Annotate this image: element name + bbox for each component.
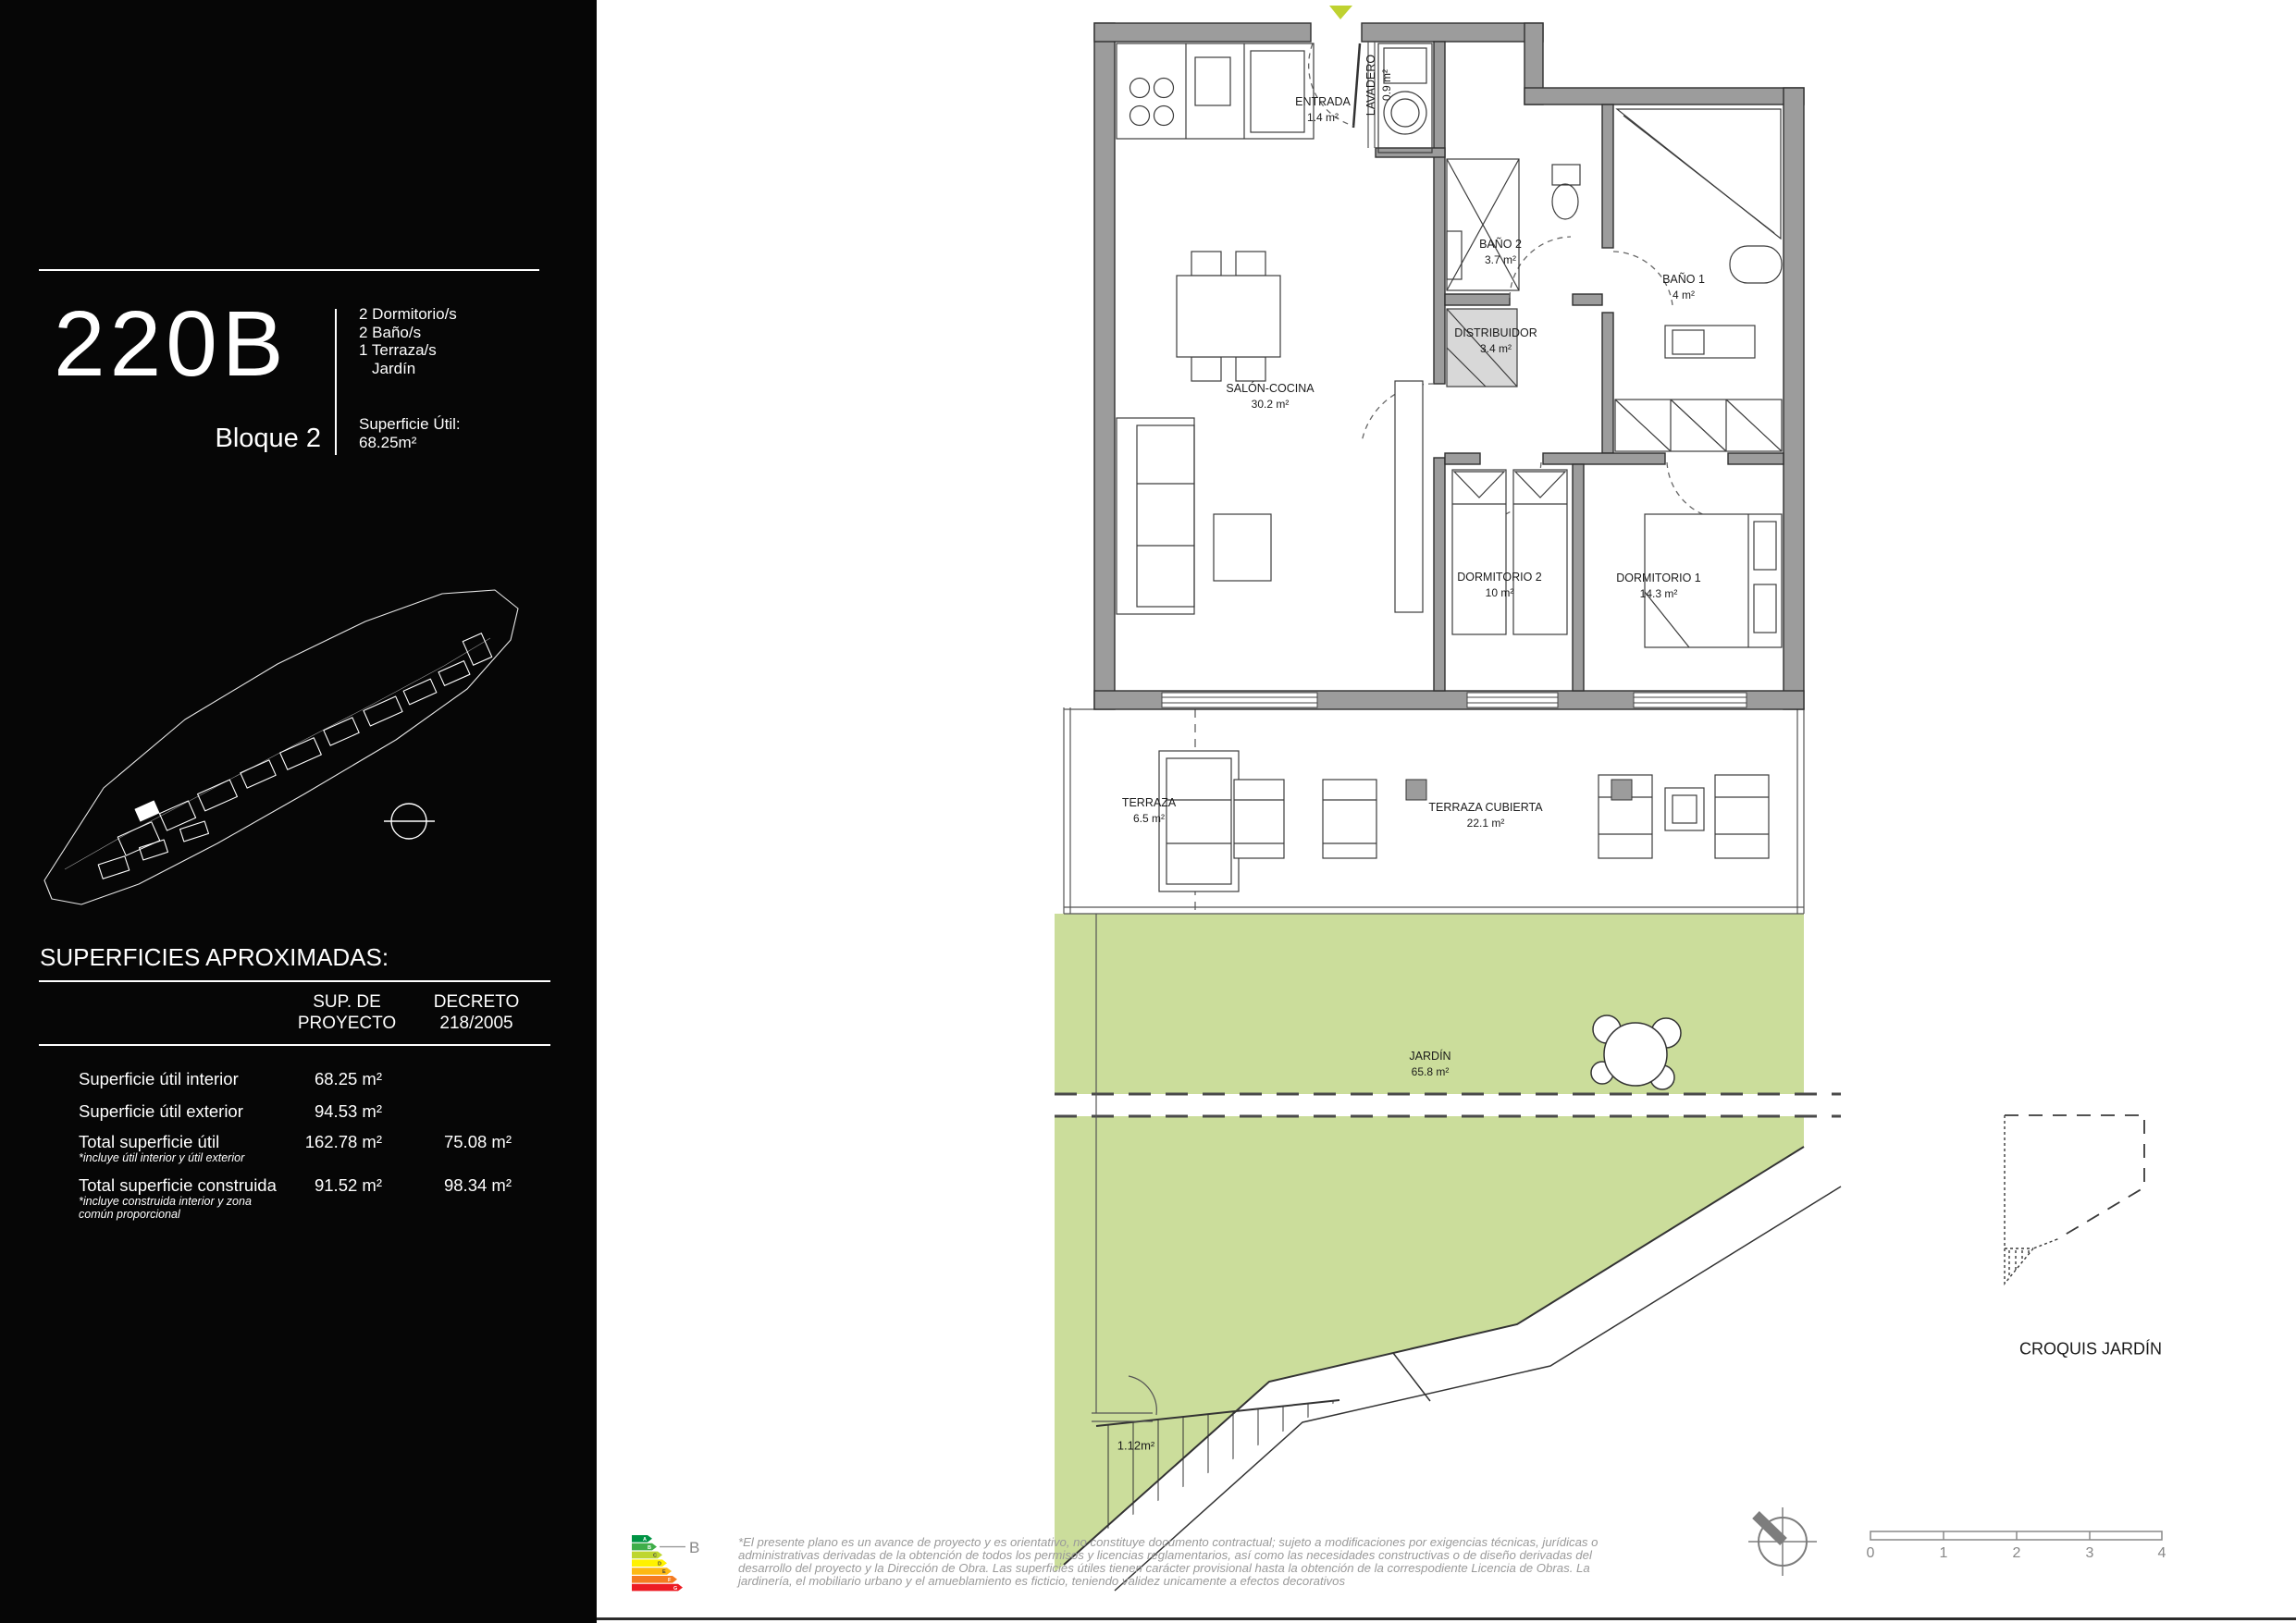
site-boundary	[44, 590, 518, 904]
svg-text:1: 1	[1939, 1545, 1948, 1561]
table-row-label: Total superficie construida	[79, 1175, 277, 1195]
living-furniture	[1117, 381, 1423, 614]
svg-text:2: 2	[2012, 1545, 2021, 1561]
orientation-marker-icon	[1329, 6, 1352, 19]
energy-rating-icon	[632, 1535, 699, 1592]
column-header-decreto: DECRETO 218/2005	[433, 992, 520, 1033]
kitchen-furniture	[1117, 43, 1314, 139]
dining-furniture	[1177, 252, 1280, 381]
svg-text:3: 3	[2085, 1545, 2094, 1561]
room-label-terraza-cubierta: TERRAZA CUBIERTA 22.1 m²	[1428, 801, 1543, 830]
bottom-border	[597, 1617, 2296, 1620]
unit-specs	[359, 305, 457, 377]
table-row-value: 162.78 m²	[304, 1132, 382, 1151]
terrace-column	[1611, 780, 1632, 800]
table-row-note: *incluye útil interior y útil exterior	[79, 1151, 245, 1164]
svg-text:A: A	[643, 1537, 647, 1543]
spec-terraces: 1 Terraza/s	[359, 341, 437, 359]
table-row-decreto: 75.08 m²	[443, 1132, 512, 1151]
path-cross-tick	[1393, 1353, 1430, 1401]
block-name: Bloque 2	[215, 424, 321, 453]
table-row-value: 94.53 m²	[314, 1101, 382, 1121]
tree-icon	[1591, 1015, 1681, 1089]
table-row-label: Total superficie útil	[79, 1132, 220, 1151]
table-rule-top	[39, 980, 550, 982]
bathroom2-fixtures	[1447, 159, 1580, 290]
spec-bathrooms: 2 Baño/s	[359, 323, 422, 341]
table-row-value: 91.52 m²	[314, 1175, 382, 1195]
room-label-dormitorio1: DORMITORIO 1 14.3 m²	[1616, 572, 1701, 600]
svg-text:0: 0	[1866, 1545, 1875, 1561]
title-panel	[0, 0, 597, 1623]
terrace-column	[1406, 780, 1426, 800]
useful-area-label: Superficie Útil:	[359, 415, 461, 433]
room-label-jardin: JARDÍN 65.8 m²	[1409, 1050, 1451, 1078]
svg-text:G: G	[673, 1585, 678, 1592]
north-arrow-icon	[1748, 1507, 1817, 1576]
column-header-proyecto: SUP. DE PROYECTO	[297, 992, 397, 1033]
room-label-distribuidor: DISTRIBUIDOR 3.4 m²	[1454, 326, 1537, 355]
table-rule-header	[39, 1044, 550, 1046]
site-plan-illustration	[0, 555, 597, 943]
spec-bedrooms: 2 Dormitorio/s	[359, 305, 457, 323]
room-label-salon-cocina: SALÓN-COCINA 30.2 m²	[1226, 382, 1315, 411]
room-label-terraza: TERRAZA 6.5 m²	[1121, 796, 1177, 825]
table-row-value: 68.25 m²	[314, 1069, 382, 1088]
bathroom1-fixtures	[1617, 109, 1782, 358]
room-label-entrada: ENTRADA 1.4 m²	[1295, 95, 1351, 124]
room-label-lavadero: LAVADERO 0.9 m²	[1364, 54, 1393, 117]
spec-garden: Jardín	[372, 359, 416, 377]
bedroom2-furniture	[1452, 470, 1567, 634]
croquis-sketch	[2005, 1115, 2144, 1284]
svg-text:B: B	[648, 1544, 651, 1551]
svg-text:C: C	[653, 1553, 657, 1559]
room-label-bano1: BAÑO 1 4 m²	[1662, 273, 1705, 301]
table-row-label: Superficie útil exterior	[79, 1101, 243, 1121]
croquis-title: CROQUIS JARDÍN	[2018, 1339, 2163, 1359]
unit-divider	[335, 309, 337, 455]
svg-text:4: 4	[2157, 1545, 2166, 1561]
table-row-note: *incluye construida interior y zona común proporcional	[79, 1195, 252, 1221]
room-label-bano2: BAÑO 2 3.7 m²	[1479, 238, 1522, 266]
svg-text:E: E	[662, 1569, 666, 1576]
useful-area	[359, 415, 461, 451]
surfaces-title: SUPERFICIES APROXIMADAS:	[40, 943, 389, 971]
svg-text:F: F	[668, 1578, 672, 1583]
table-row-decreto: 98.34 m²	[443, 1175, 512, 1195]
disclaimer-text: *El presente plano es un avance de proyecto y es orientativo, no constituye documento contractual; sujeto a modificaciones por exigencias técnicas, jurídicas o administrativas derivadas de la obtención de todos los permisos y licencias reglamentarios, así como las necesidades constructivas o de diseño derivadas del desarrollo del proyecto y la Dirección de Obra. Las superficies útiles tienen carácter provisional hasta la obtención de la correspodiente Licencia de Obras. La jardinería, el mobiliario urbano y el amueblamiento es ficticio, teniendo validez unicamente a efectos decorativos	[738, 1535, 1599, 1588]
table-row-label: Superficie útil interior	[79, 1069, 239, 1088]
svg-text:D: D	[658, 1561, 661, 1568]
useful-area-value: 68.25m²	[359, 433, 417, 451]
room-label-dormitorio2: DORMITORIO 2 10 m²	[1457, 571, 1542, 599]
divider-line	[39, 269, 539, 271]
unit-number: 220B	[54, 292, 289, 396]
scale-bar	[1867, 1531, 2166, 1561]
hatched-area-label: 1.12m²	[1117, 1438, 1155, 1453]
energy-rating-value: B	[689, 1539, 700, 1556]
